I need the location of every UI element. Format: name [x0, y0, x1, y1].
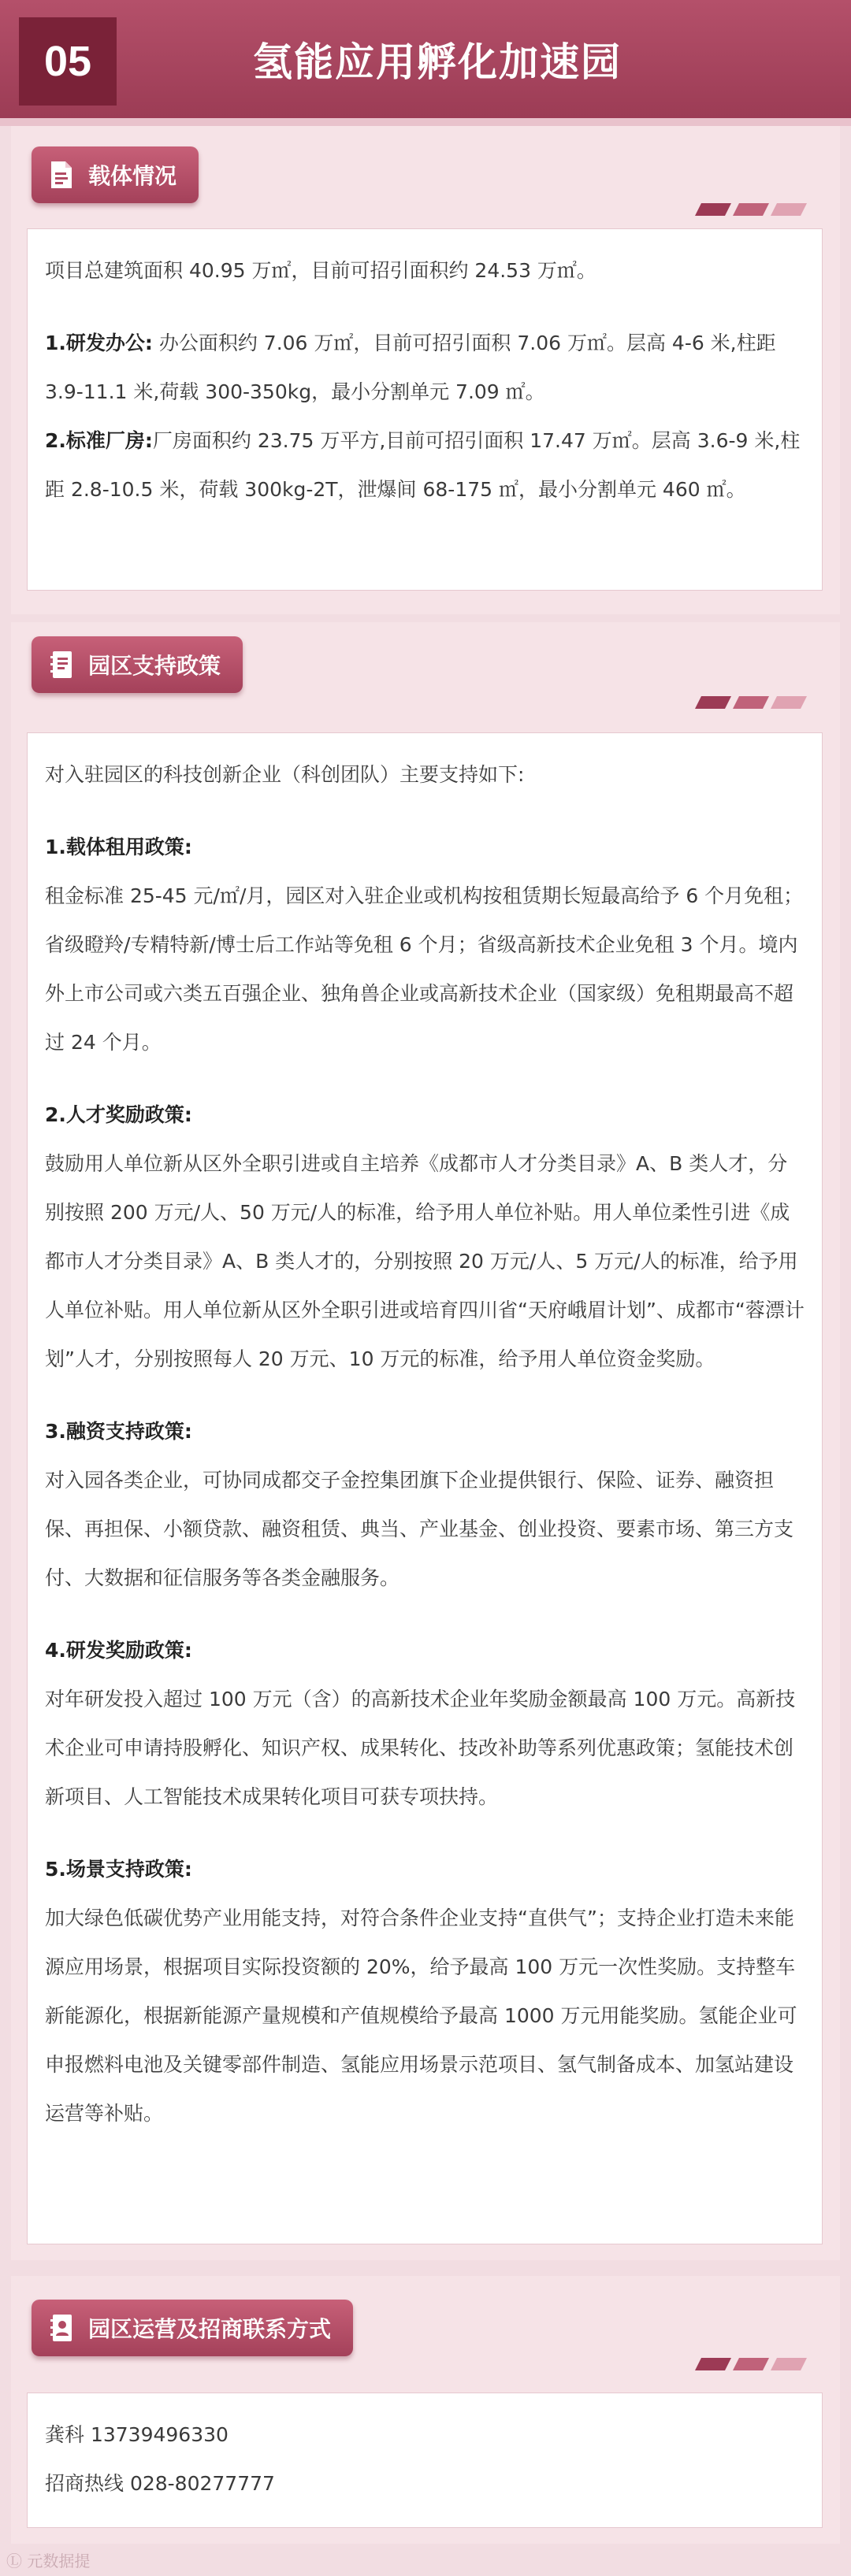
policy-card [27, 732, 823, 2244]
policy-section-title: 园区支持政策 [88, 653, 221, 679]
policy-item-text: 对入园各类企业，可协同成都交子金控集团旗下企业提供银行、保险、证券、融资担保、再担保、小额贷款、融资租赁、典当、产业基金、创业投资、要素市场、第三方支付、大数据和征信服务等各类金融服务。 [45, 1469, 794, 1589]
contact-book-icon [46, 2312, 77, 2344]
policy-item-text: 鼓励用人单位新从区外全职引进或自主培养《成都市人才分类目录》A、B 类人才，分别按照 200 万元/人、50 万元/人的标准，给予用人单位补贴。用人单位柔性引进《成都市人才分类目录》A、B 类人才的，分别按照 20 万元/人、5 万元/人的标准，给予用人单位补贴。用人单位新从区外全职引进或培育四川省“天府峨眉计划”、成都市“蓉漂计划”人才，分别按照每人 20 万元、10 万元的标准，给予用人单位资金奖励。 [45, 1152, 805, 1370]
factory-paragraph [45, 417, 805, 514]
page-header [0, 0, 851, 118]
carrier-info-card [27, 228, 823, 591]
carrier-summary: 项目总建筑面积 40.95 万㎡，目前可招引面积约 24.53 万㎡。 [45, 259, 596, 282]
contact-card [27, 2393, 823, 2528]
policy-item-title: 5.场景支持政策: [45, 1858, 192, 1881]
office-text: 办公面积约 7.06 万㎡，目前可招引面积 7.06 万㎡。层高 4-6 米,柱距 3.9-11.1 米,荷载 300-350kg，最小分割单元 7.09 ㎡。 [45, 332, 776, 403]
carrier-section-title: 载体情况 [88, 163, 177, 189]
decorative-stripes [693, 202, 812, 217]
policy-intro: 对入驻园区的科技创新企业（科创团队）主要支持如下: [45, 763, 525, 786]
policy-item-text: 租金标准 25-45 元/㎡/月，园区对入驻企业或机构按租赁期长短最高给予 6 个月免租；省级瞪羚/专精特新/博士后工作站等免租 6 个月；省级高新技术企业免租 3 个月。境内外上市公司或六类五百强企业、独角兽企业或高新技术企业（国家级）免租期最高不超过 24 个月。 [45, 884, 804, 1054]
contact-section-title: 园区运营及招商联系方式 [88, 2316, 332, 2342]
contact-hotline: 招商热线 028-80277777 [45, 2472, 275, 2495]
watermark: Ⓛ 元数据提 [6, 2552, 91, 2570]
section-number-badge: 05 [19, 17, 117, 106]
policy-item-title: 4.研发奖励政策: [45, 1639, 192, 1662]
contact-section [11, 2276, 840, 2544]
policy-item-text: 加大绿色低碳优势产业用能支持，对符合条件企业支持“直供气”；支持企业打造未来能源应用场景，根据项目实际投资额的 20%，给予最高 100 万元一次性奖励。支持整车新能源化，根据新能源产量规模和产值规模给予最高 1000 万元用能奖励。氢能企业可申报燃料电池及关键零部件制造、氢能应用场景示范项目、氢气制备成本、加氢站建设运营等补贴。 [45, 1907, 797, 2125]
office-label: 1.研发办公: [45, 332, 153, 354]
decorative-stripes [693, 2356, 812, 2372]
office-paragraph [45, 319, 805, 417]
policy-item-title: 2.人才奖励政策: [45, 1103, 192, 1126]
factory-text: 厂房面积约 23.75 万平方,目前可招引面积 17.47 万㎡。层高 3.6-9 米,柱距 2.8-10.5 米，荷载 300kg-2T，泄爆间 68-175 ㎡，最小分割单元 460 ㎡。 [45, 429, 801, 501]
policy-section [11, 622, 840, 2260]
carrier-section [11, 126, 840, 614]
policy-section-tag [32, 636, 243, 693]
carrier-section-tag [32, 146, 199, 203]
contact-section-tag [32, 2300, 353, 2356]
policy-item-title: 1.载体租用政策: [45, 836, 192, 858]
document-icon [46, 159, 77, 191]
notebook-icon [46, 649, 77, 680]
factory-label: 2.标准厂房: [45, 429, 153, 452]
page-title: 氢能应用孵化加速园 [253, 39, 622, 85]
policy-item-text: 对年研发投入超过 100 万元（含）的高新技术企业年奖励金额最高 100 万元。高新技术企业可申请持股孵化、知识产权、成果转化、技改补助等系列优惠政策；氢能技术创新项目、人工智能技术成果转化项目可获专项扶持。 [45, 1688, 796, 1808]
policy-item-title: 3.融资支持政策: [45, 1420, 192, 1443]
header-divider [0, 118, 851, 126]
decorative-stripes [693, 695, 812, 710]
contact-person: 龚科 13739496330 [45, 2423, 229, 2446]
